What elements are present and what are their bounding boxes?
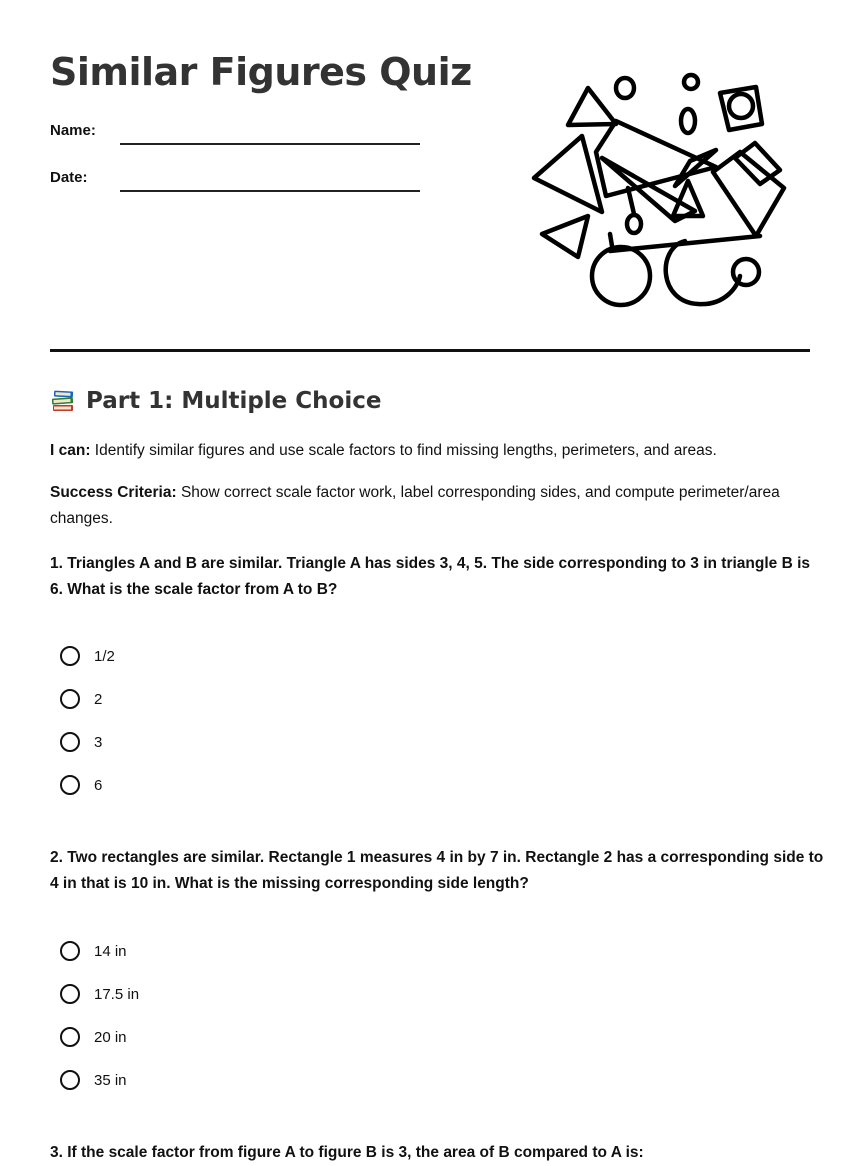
radio-button[interactable] <box>60 646 80 666</box>
q1-option-c[interactable] <box>60 729 102 755</box>
large-circle-bottom <box>592 247 650 305</box>
i-can-label: I can: <box>50 442 91 459</box>
small-circle-bottom-right <box>733 259 759 285</box>
shapes-illustration <box>520 66 800 316</box>
date-line <box>120 190 420 192</box>
circle-in-square <box>729 94 753 118</box>
question-3-text: 3. If the scale factor from figure A to figure B is 3, the area of B compared to A is: <box>50 1144 644 1161</box>
q2-option-c[interactable] <box>60 1024 127 1050</box>
q2-option-b[interactable] <box>60 981 139 1007</box>
header-divider <box>50 349 810 352</box>
small-triangle-top <box>568 88 616 125</box>
curved-shape-bottom <box>666 241 740 304</box>
section-heading <box>50 388 381 414</box>
q1-option-b[interactable] <box>60 686 102 712</box>
name-label: Name: <box>50 122 96 139</box>
oval-right <box>681 109 695 133</box>
large-triangle-left <box>534 136 602 212</box>
i-can-text: Identify similar figures and use scale factors to find missing lengths, perimeters, and areas. <box>94 442 717 459</box>
option-label: 2 <box>94 690 103 708</box>
radio-button[interactable] <box>60 941 80 961</box>
question-2-text: 2. Two rectangles are similar. Rectangle 1 measures 4 in by 7 in. Rectangle 2 has a corresponding side to 4 in that is 10 in. What is the missing corresponding side length? <box>50 849 824 892</box>
option-label: 20 in <box>94 1028 127 1046</box>
q2-option-a[interactable] <box>60 938 127 964</box>
stick-line <box>628 188 634 214</box>
short-line <box>610 234 612 246</box>
option-label: 17.5 in <box>94 985 140 1003</box>
q2-option-d[interactable] <box>60 1067 127 1093</box>
success-criteria <box>50 480 820 532</box>
criteria-label: Success Criteria: <box>50 484 177 501</box>
date-label: Date: <box>50 169 88 186</box>
radio-button[interactable] <box>60 1070 80 1090</box>
slanted-triangle <box>602 158 695 221</box>
q1-option-a[interactable] <box>60 643 115 669</box>
page-title: Similar Figures Quiz <box>50 50 472 94</box>
radio-button[interactable] <box>60 775 80 795</box>
option-label: 3 <box>94 733 103 751</box>
radio-button[interactable] <box>60 1027 80 1047</box>
name-line <box>120 143 420 145</box>
small-oval-top <box>616 78 634 98</box>
q1-option-d[interactable] <box>60 772 102 798</box>
tiny-circle-top <box>684 75 698 89</box>
question-1-text: 1. Triangles A and B are similar. Triangle A has sides 3, 4, 5. The side corresponding to 3 in triangle B is 6. What is the scale factor from A to B? <box>50 555 811 598</box>
i-can-statement <box>50 438 820 464</box>
radio-button[interactable] <box>60 689 80 709</box>
option-label: 6 <box>94 776 103 794</box>
small-oval-mid <box>627 215 641 233</box>
radio-button[interactable] <box>60 732 80 752</box>
books-icon <box>50 388 76 414</box>
option-label: 35 in <box>94 1071 127 1089</box>
criteria-text: Show correct scale factor work, label corresponding sides, and compute perimeter/area changes. <box>50 484 780 527</box>
small-triangle-left <box>542 216 588 257</box>
section-title: Part 1: Multiple Choice <box>86 388 382 414</box>
option-label: 14 in <box>94 942 127 960</box>
option-label: 1/2 <box>94 647 115 665</box>
radio-button[interactable] <box>60 984 80 1004</box>
